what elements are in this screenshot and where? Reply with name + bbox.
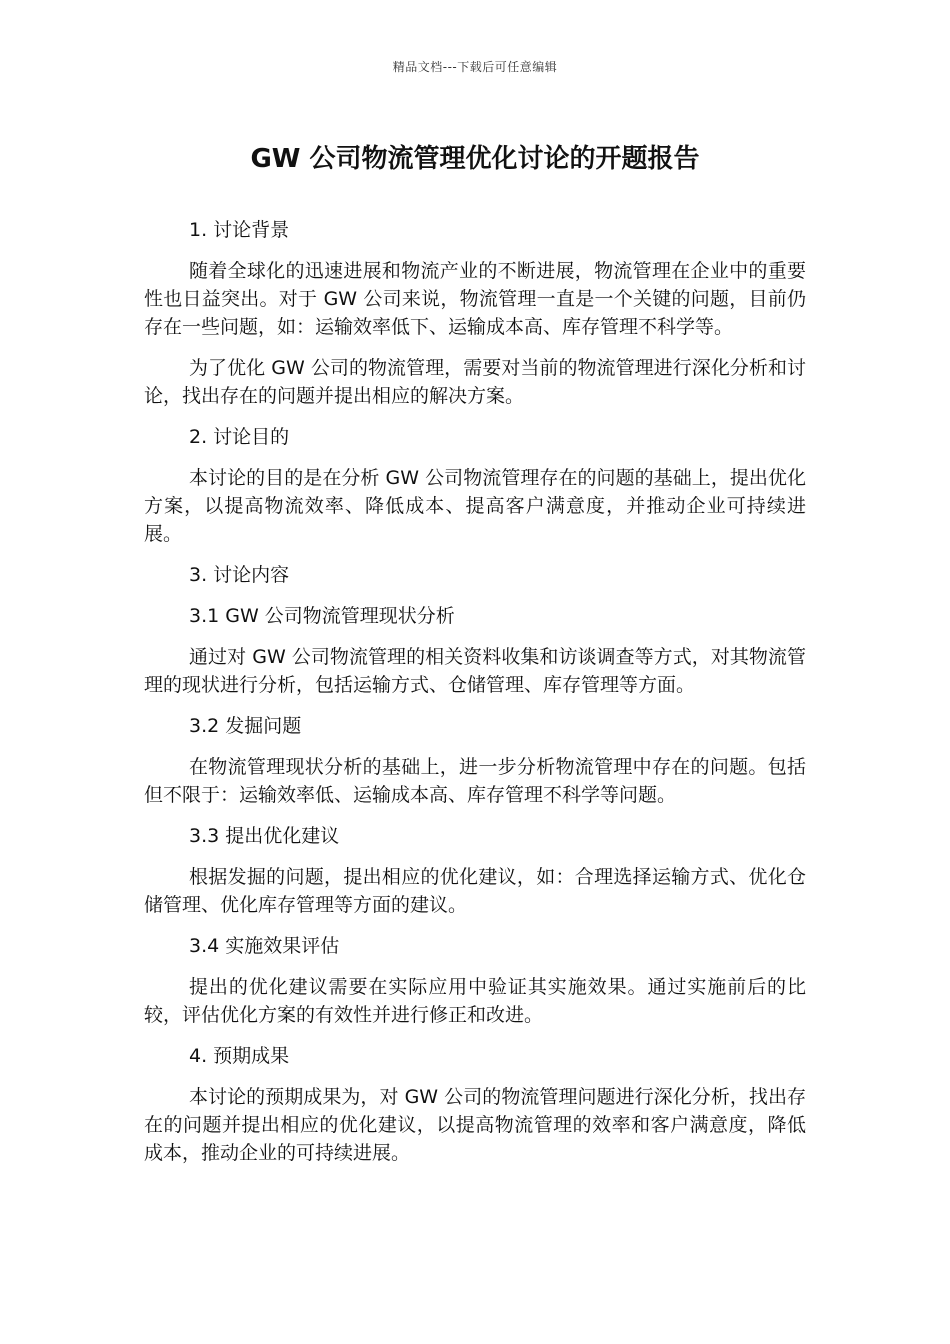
subsection-heading-3-4: 3.4 实施效果评估: [189, 935, 340, 957]
section-heading-background: 1. 讨论背景: [189, 219, 290, 241]
subsection-heading-3-3: 3.3 提出优化建议: [189, 825, 340, 847]
document-title: GW 公司物流管理优化讨论的开题报告: [250, 144, 700, 174]
paragraph-3-1: 通过对 GW 公司物流管理的相关资料收集和访谈调查等方式，对其物流管理的现状进行分析，包括运输方式、仓储管理、库存管理等方面。: [144, 646, 806, 696]
subsection-heading-3-2: 3.2 发掘问题: [189, 715, 302, 737]
paragraph-background-1: 随着全球化的迅速进展和物流产业的不断进展，物流管理在企业中的重要性也日益突出。对于 GW 公司来说，物流管理一直是一个关键的问题，目前仍存在一些问题，如：运输效率低下、运输成本高、库存管理不科学等。: [144, 260, 806, 338]
paragraph-background-2: 为了优化 GW 公司的物流管理，需要对当前的物流管理进行深化分析和讨论，找出存在的问题并提出相应的解决方案。: [144, 357, 806, 407]
section-heading-purpose: 2. 讨论目的: [189, 426, 290, 448]
section-heading-outcomes: 4. 预期成果: [189, 1045, 290, 1067]
subsection-heading-3-1: 3.1 GW 公司物流管理现状分析: [189, 605, 455, 627]
paragraph-purpose: 本讨论的目的是在分析 GW 公司物流管理存在的问题的基础上，提出优化方案，以提高物流效率、降低成本、提高客户满意度，并推动企业可持续进展。: [144, 467, 806, 545]
paragraph-3-3: 根据发掘的问题，提出相应的优化建议，如：合理选择运输方式、优化仓储管理、优化库存管理等方面的建议。: [144, 866, 806, 916]
paragraph-outcomes: 本讨论的预期成果为，对 GW 公司的物流管理问题进行深化分析，找出存在的问题并提出相应的优化建议，以提高物流管理的效率和客户满意度，降低成本，推动企业的可持续进展。: [144, 1086, 806, 1164]
paragraph-3-2: 在物流管理现状分析的基础上，进一步分析物流管理中存在的问题。包括但不限于：运输效率低、运输成本高、库存管理不科学等问题。: [144, 756, 806, 806]
header-note: 精品文档---下载后可任意编辑: [392, 60, 558, 74]
section-heading-content: 3. 讨论内容: [189, 564, 290, 586]
document-body: [144, 216, 806, 1180]
paragraph-3-4: 提出的优化建议需要在实际应用中验证其实施效果。通过实施前后的比较，评估优化方案的有效性并进行修正和改进。: [144, 976, 806, 1026]
